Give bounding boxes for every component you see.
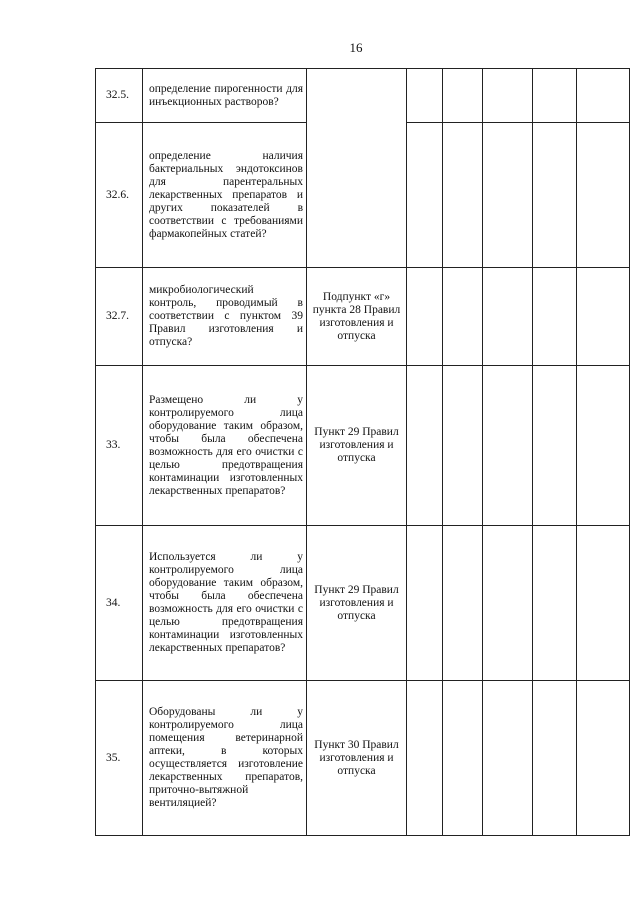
- item-number: 32.7.: [96, 268, 143, 366]
- checklist-table: [95, 68, 630, 836]
- reference-cell: Пункт 29 Правил изготовления и отпуска: [307, 366, 407, 526]
- answer-cell: [577, 526, 630, 681]
- answer-cell: [443, 681, 483, 836]
- answer-cell: [483, 268, 533, 366]
- item-number: 35.: [96, 681, 143, 836]
- answer-cell: [483, 366, 533, 526]
- answer-cell: [407, 681, 443, 836]
- answer-cell: [533, 526, 577, 681]
- answer-cell: [483, 69, 533, 123]
- answer-cell: [407, 123, 443, 268]
- question-cell: определение пирогенности для инъекционных растворов?: [143, 69, 307, 123]
- answer-cell: [483, 526, 533, 681]
- question-cell: определение наличия бактериальных эндотоксинов для парентеральных лекарственных препаратов и других показателей в соответствии с требованиями фармакопейных статей?: [143, 123, 307, 268]
- answer-cell: [577, 123, 630, 268]
- question-cell: Размещено ли у контролируемого лица оборудование таким образом, чтобы была обеспечена возможность для его очистки с целью предотвращения контаминации изготовленных лекарственных препаратов?: [143, 366, 307, 526]
- table-row: [96, 268, 630, 366]
- question-cell: Оборудованы ли у контролируемого лица помещения ветеринарной аптеки, в которых осуществляется изготовление лекарственных препаратов, приточно-вытяжной вентиляцией?: [143, 681, 307, 836]
- reference-cell: Подпункт «г» пункта 28 Правил изготовления и отпуска: [307, 268, 407, 366]
- table-row: [96, 69, 630, 123]
- table-row: [96, 366, 630, 526]
- answer-cell: [577, 69, 630, 123]
- answer-cell: [577, 268, 630, 366]
- question-cell: микробиологический контроль, проводимый в соответствии с пунктом 39 Правил изготовления и отпуска?: [143, 268, 307, 366]
- reference-cell: [307, 69, 407, 268]
- answer-cell: [407, 526, 443, 681]
- answer-cell: [533, 268, 577, 366]
- answer-cell: [533, 366, 577, 526]
- answer-cell: [577, 366, 630, 526]
- answer-cell: [483, 123, 533, 268]
- item-number: 32.6.: [96, 123, 143, 268]
- answer-cell: [443, 69, 483, 123]
- answer-cell: [533, 123, 577, 268]
- page-number: 16: [349, 40, 363, 55]
- answer-cell: [483, 681, 533, 836]
- answer-cell: [533, 681, 577, 836]
- item-number: 33.: [96, 366, 143, 526]
- answer-cell: [407, 366, 443, 526]
- table-row: [96, 526, 630, 681]
- item-number: 34.: [96, 526, 143, 681]
- answer-cell: [407, 268, 443, 366]
- answer-cell: [443, 526, 483, 681]
- question-cell: Используется ли у контролируемого лица оборудование таким образом, чтобы была обеспечена возможность для его очистки с целью предотвращения контаминации изготовленных лекарственных препаратов?: [143, 526, 307, 681]
- answer-cell: [407, 69, 443, 123]
- reference-cell: Пункт 29 Правил изготовления и отпуска: [307, 526, 407, 681]
- reference-cell: Пункт 30 Правил изготовления и отпуска: [307, 681, 407, 836]
- answer-cell: [443, 123, 483, 268]
- answer-cell: [443, 268, 483, 366]
- table-row: [96, 681, 630, 836]
- answer-cell: [533, 69, 577, 123]
- answer-cell: [443, 366, 483, 526]
- answer-cell: [577, 681, 630, 836]
- item-number: 32.5.: [96, 69, 143, 123]
